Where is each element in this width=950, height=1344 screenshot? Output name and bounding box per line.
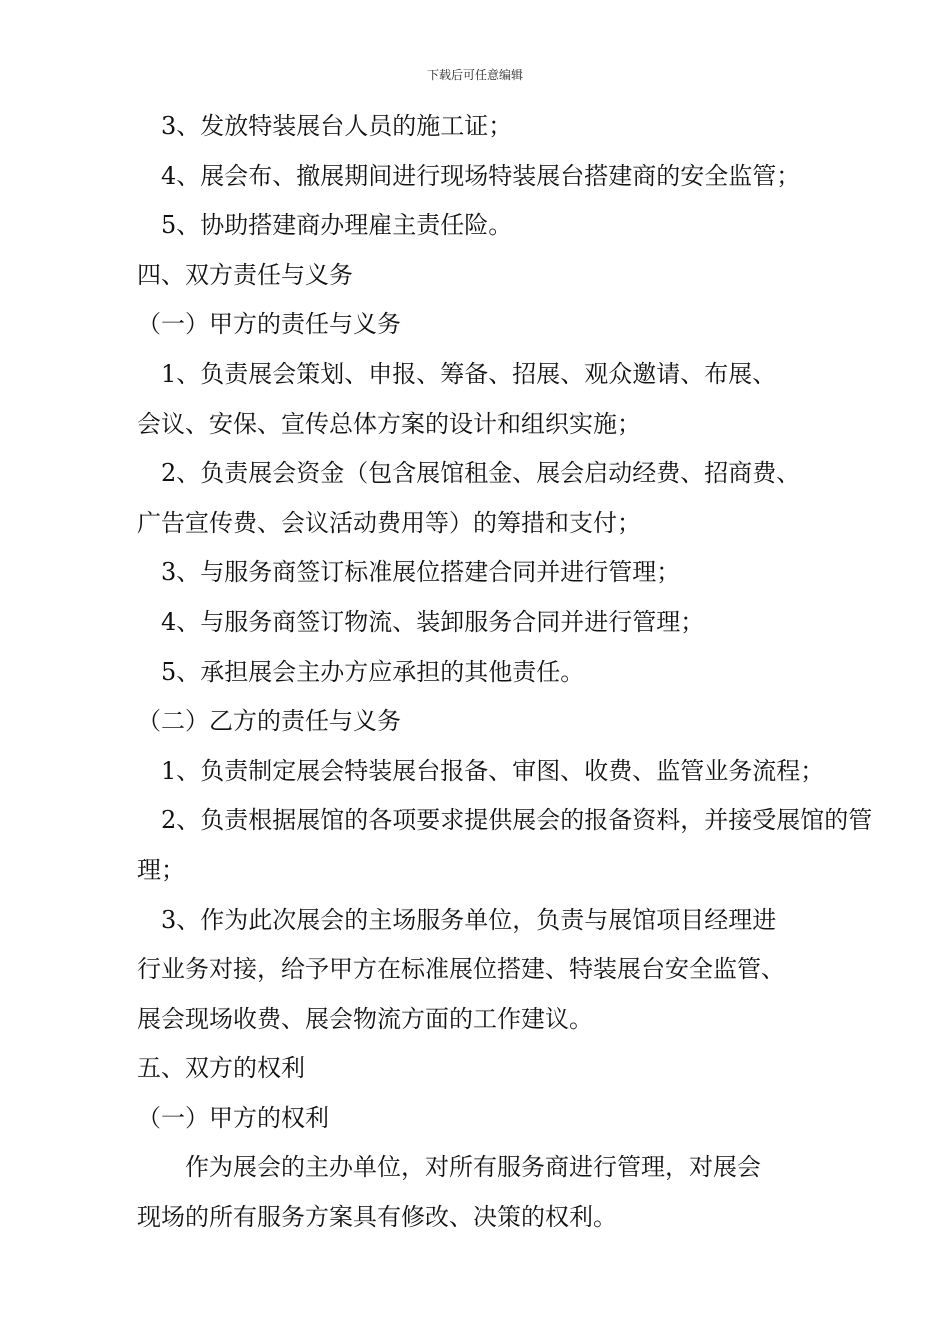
list-item-continuation: 会议、安保、宣传总体方案的设计和组织实施； <box>137 409 641 438</box>
paragraph: 作为展会的主办单位，对所有服务商进行管理，对展会 <box>185 1153 761 1182</box>
subsection-heading: （二）乙方的责任与义务 <box>137 707 401 736</box>
list-item: 5、协助搭建商办理雇主责任险。 <box>161 211 513 240</box>
header-note: 下载后可任意编辑 <box>426 68 523 82</box>
list-item: 3、作为此次展会的主场服务单位，负责与展馆项目经理进 <box>161 905 777 934</box>
list-item: 1、负责制定展会特装展台报备、审图、收费、监管业务流程； <box>161 756 825 785</box>
list-item-continuation: 广告宣传费、会议活动费用等）的筹措和支付； <box>137 508 641 537</box>
list-item: 2、负责根据展馆的各项要求提供展会的报备资料，并接受展馆的管 <box>161 806 873 835</box>
list-item-continuation: 行业务对接，给予甲方在标准展位搭建、特装展台安全监管、 <box>137 955 785 984</box>
subsection-heading: （一）甲方的权利 <box>137 1103 329 1132</box>
list-item: 1、负责展会策划、申报、筹备、招展、观众邀请、布展、 <box>161 359 777 388</box>
list-item: 3、与服务商签订标准展位搭建合同并进行管理； <box>161 558 681 587</box>
list-item-continuation: 展会现场收费、展会物流方面的工作建议。 <box>137 1004 593 1033</box>
section-heading: 四、双方责任与义务 <box>137 260 353 289</box>
list-item: 4、展会布、撤展期间进行现场特装展台搭建商的安全监管； <box>161 161 801 190</box>
list-item: 3、发放特装展台人员的施工证； <box>161 112 513 140</box>
list-item-continuation: 理； <box>137 855 185 884</box>
paragraph-continuation: 现场的所有服务方案具有修改、决策的权利。 <box>137 1203 617 1232</box>
document-body <box>137 102 873 1243</box>
list-item: 4、与服务商签订物流、装卸服务合同并进行管理； <box>161 607 705 636</box>
list-item: 5、承担展会主办方应承担的其他责任。 <box>161 657 585 686</box>
section-heading: 五、双方的权利 <box>137 1054 305 1083</box>
subsection-heading: （一）甲方的责任与义务 <box>137 310 401 339</box>
list-item: 2、负责展会资金（包含展馆租金、展会启动经费、招商费、 <box>161 459 801 488</box>
